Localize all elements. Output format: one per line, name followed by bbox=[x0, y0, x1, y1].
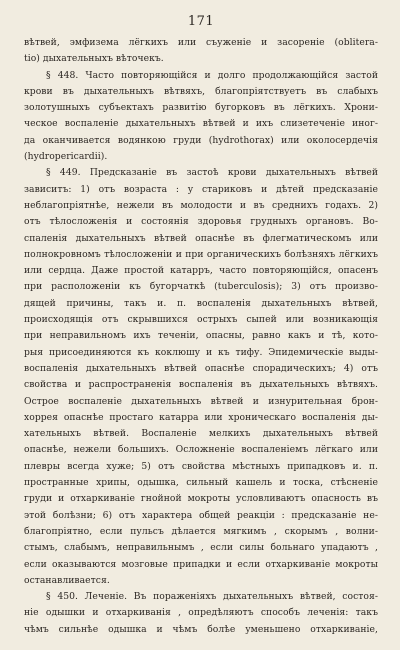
text-line: стымъ, слабымъ, неправильнымъ , если силы больнаго упадаютъ , bbox=[24, 542, 378, 554]
text-line: плевры всегда хуже; 5) отъ свойства мѣстныхъ припадковъ и. п. bbox=[24, 460, 378, 472]
text-line: происходящія отъ скрывшихся острыхъ сыпей или возникающія bbox=[24, 314, 378, 326]
text-line: § 450. Леченіе. Въ пораженіяхъ дыхательныхъ вѣтвей, состоя- bbox=[46, 591, 378, 603]
text-line: при неправильномъ ихъ теченіи, опасны, равно какъ и тѣ, кото- bbox=[24, 330, 378, 342]
text-line: зависитъ: 1) отъ возраста : у стариковъ и дѣтей предсказаніе bbox=[24, 183, 378, 195]
text-line: если оказываются мозговые припадки и если отхаркиваніе мокроты bbox=[24, 558, 378, 570]
text-line: свойства и распространенія воспаленія въ дыхательныхъ вѣтвяхъ. bbox=[24, 379, 378, 391]
text-line: при расположеніи къ бугорчаткѣ (tuberculosis); 3) отъ произво- bbox=[24, 281, 378, 293]
text-line: ческое воспаленіе дыхательныхъ вѣтвей и ихъ слизетеченіе иног- bbox=[24, 118, 378, 130]
text-line: чѣмъ сильнѣе одышка и чѣмъ болѣе уменьшено отхаркиваніе, bbox=[24, 623, 378, 635]
text-line: да оканчивается водянкою груди (hydrothorax) или околосердечія bbox=[24, 134, 378, 146]
page-number: 171 bbox=[187, 14, 215, 29]
text-line: золотушныхъ субъектахъ развитію бугорковъ въ лёгкихъ. Хрони- bbox=[24, 102, 378, 114]
text-line: воспаленія дыхательныхъ вѣтвей опаснѣе спорадическихъ; 4) отъ bbox=[24, 362, 378, 374]
text-line: § 449. Предсказаніе въ застоѣ крови дыхательныхъ вѣтвей bbox=[46, 167, 378, 179]
text-line: вѣтвей, эмфизема лёгкихъ или съуженіе и засореніе (oblitera- bbox=[24, 37, 378, 48]
text-line: пространные хрипы, одышка, сильный кашель и тоска, стѣсненіе bbox=[24, 477, 378, 489]
text-line: спаленія дыхательныхъ вѣтвей опаснѣе въ флегматическомъ или bbox=[24, 232, 378, 244]
text-line: tio) дыхательныхъ вѣточекъ. bbox=[24, 53, 164, 65]
text-line: опаснѣе, нежели большихъ. Осложненіе воспаленіемъ лёгкаго или bbox=[24, 444, 378, 456]
text-line: хоррея опаснѣе простаго катарра или хроническаго воспаленія ды- bbox=[24, 411, 378, 423]
text-line: неблагопріятнѣе, нежели въ молодости и въ среднихъ годахъ. 2) bbox=[24, 199, 378, 211]
text-line: дящей причины, такъ и. п. воспаленія дыхательныхъ вѣтвей, bbox=[24, 297, 378, 309]
text-line: груди и отхаркиваніе гнойной мокроты условливаютъ опасность въ bbox=[24, 493, 378, 505]
text-line: рыя присоединяются къ коклюшу и къ тифу. Эпидемическіе выды- bbox=[24, 346, 378, 358]
text-line: ніе одышки и отхаркиванія , опредѣляютъ способъ леченія: такъ bbox=[24, 607, 378, 619]
text-line: или сердца. Даже простой катарръ, часто повторяющійся, опасенъ bbox=[24, 265, 378, 277]
body-text bbox=[24, 35, 378, 638]
text-line: Острое воспаленіе дыхательныхъ вѣтвей и изнурительная брон- bbox=[24, 395, 378, 407]
text-line: § 448. Часто повторяющійся и долго продолжающійся застой bbox=[46, 69, 378, 81]
text-line: полнокровномъ тѣлосложеніи и при органическихъ болѣзняхъ лёгкихъ bbox=[24, 248, 378, 260]
text-line: останавливается. bbox=[24, 574, 110, 586]
text-line: крови въ дыхательныхъ вѣтвяхъ, благопріятствуетъ въ слабыхъ bbox=[24, 85, 378, 97]
text-line: благопріятно, если пульсъ дѣлается мягкимъ , скорымъ , волни- bbox=[24, 525, 378, 537]
text-line: хательныхъ вѣтвей. Воспаленіе мелкихъ дыхательныхъ вѣтвей bbox=[24, 428, 378, 440]
text-line: отъ тѣлосложенія и состоянія здоровья грудныхъ органовъ. Во- bbox=[24, 216, 378, 228]
text-line: (hydropericardii). bbox=[24, 151, 108, 163]
text-line: этой болѣзни; 6) отъ характера общей реакціи : предсказаніе не- bbox=[24, 509, 378, 521]
